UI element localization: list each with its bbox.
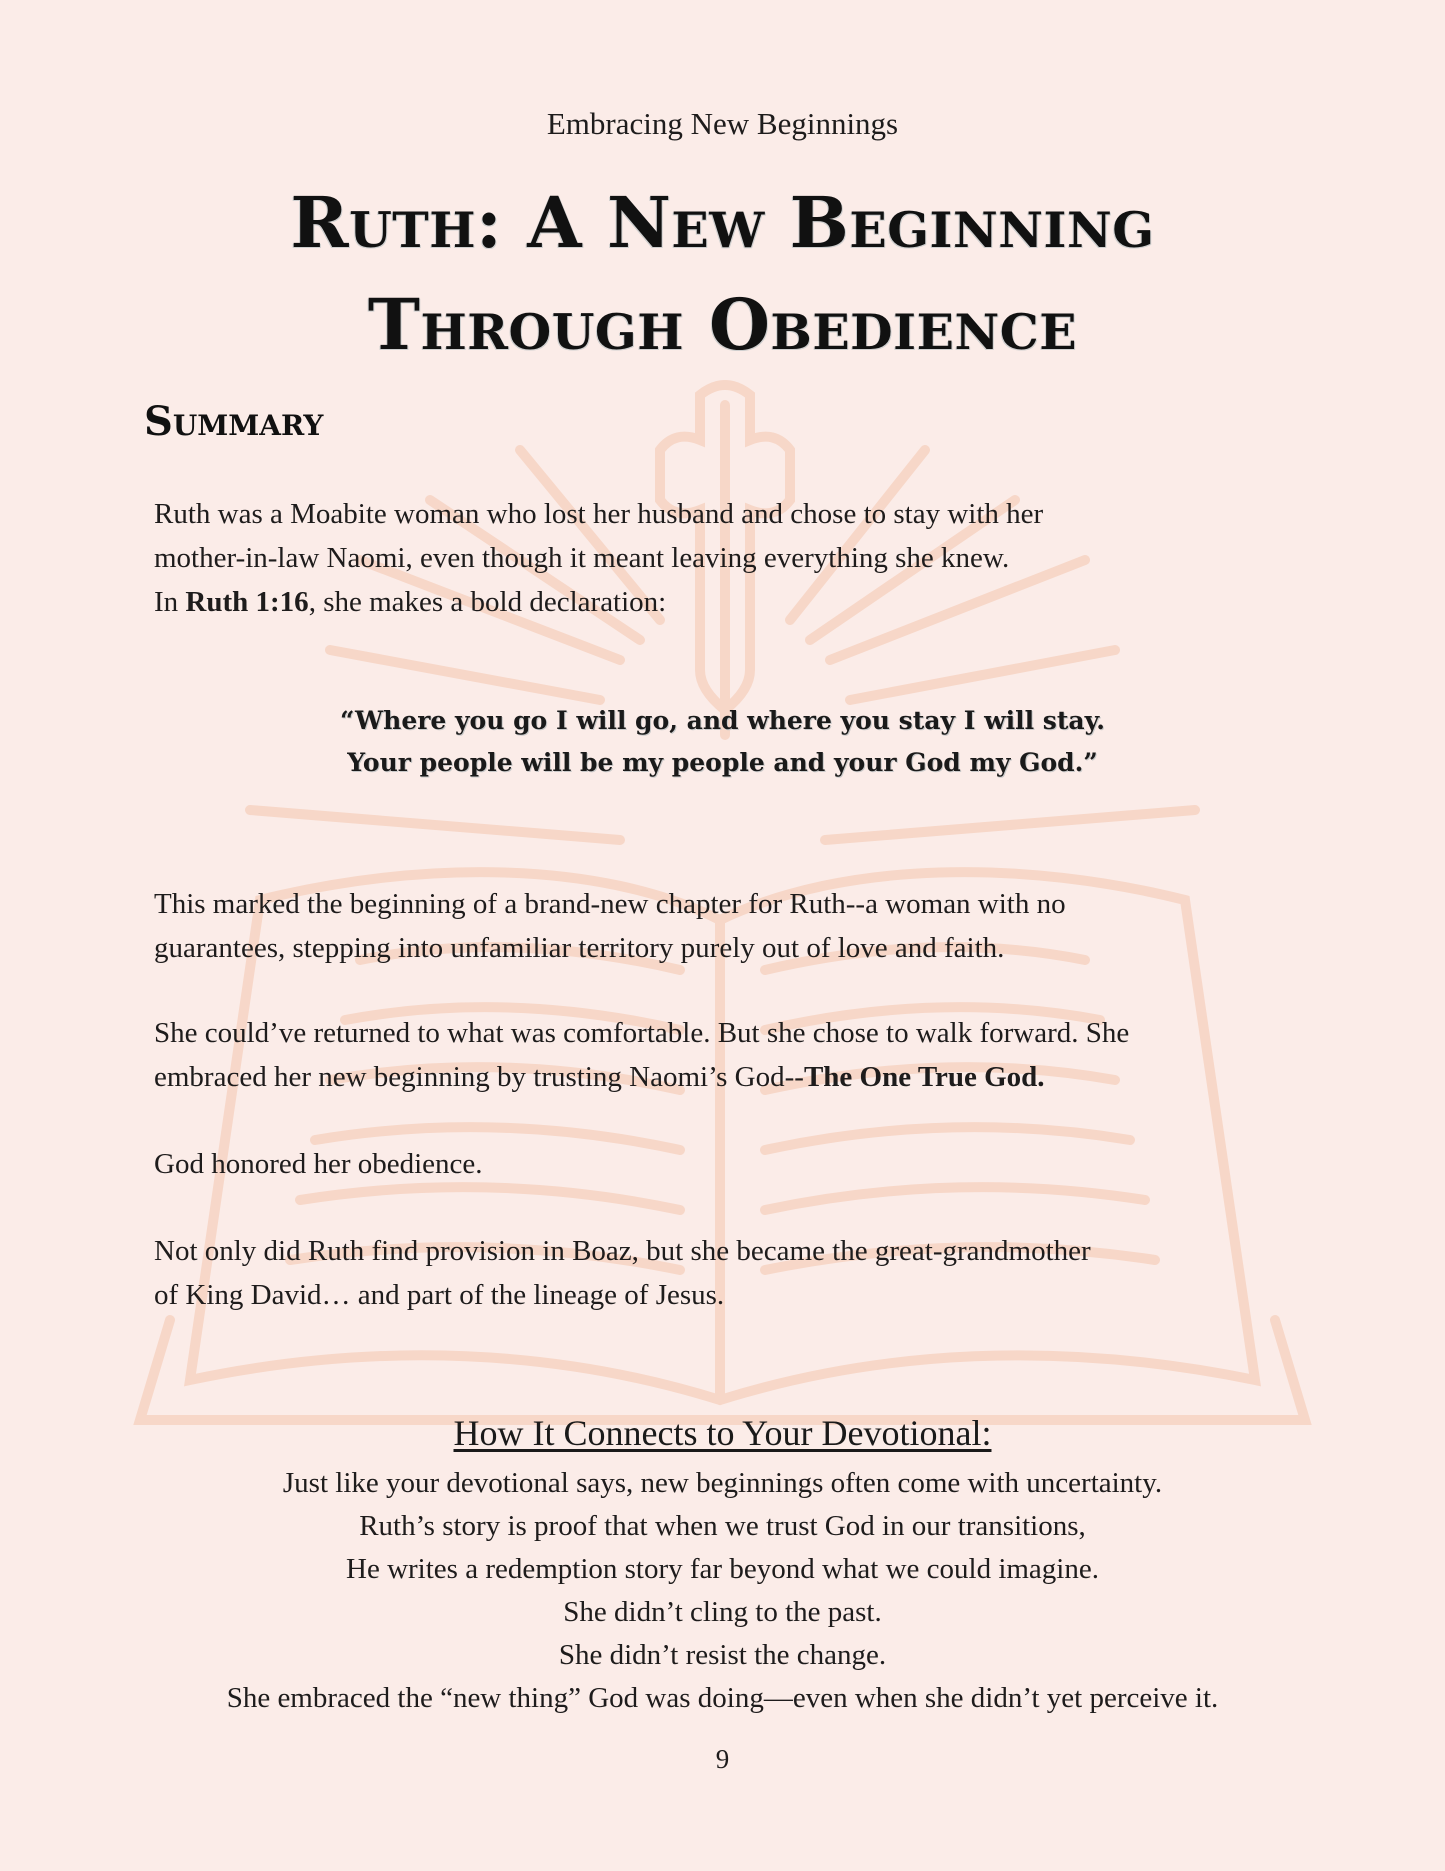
connection-heading: How It Connects to Your Devotional: (453, 1413, 992, 1453)
page-kicker: Embracing New Beginnings (546, 106, 899, 141)
summary-paragraph-4 (154, 1142, 483, 1186)
page-number: 9 (715, 1744, 730, 1774)
connection-text (0, 1462, 1445, 1720)
connection-line: Ruth’s story is proof that when we trust God in our transitions, (359, 1510, 1086, 1542)
paragraph-line: God honored her obedience. (154, 1148, 483, 1180)
quote-line-2: Your people will be my people and your God my God.” (347, 748, 1098, 777)
scripture-reference: Ruth 1:16 (185, 586, 309, 618)
paragraph-line: She could’ve returned to what was comfortable. But she chose to walk forward. She (154, 1017, 1130, 1049)
summary-paragraph-3 (154, 1011, 1129, 1099)
paragraph-line: Not only did Ruth find provision in Boaz, but she became the great-grandmother (154, 1235, 1091, 1267)
paragraph-line (154, 1055, 1129, 1099)
scripture-quote (0, 700, 1445, 784)
paragraph-line (154, 580, 1043, 624)
text-prefix: embraced her new beginning by trusting Naomi’s God-- (154, 1061, 804, 1093)
page-title (0, 172, 1445, 376)
emphasis-text: The One True God. (803, 1061, 1045, 1093)
text-suffix: , she makes a bold declaration: (308, 586, 667, 618)
title-line-1: Ruth: A New Beginning (290, 181, 1155, 264)
summary-heading: Summary (144, 398, 324, 445)
summary-paragraph-1 (154, 492, 1043, 624)
connection-line: She embraced the “new thing” God was doing—even when she didn’t yet perceive it. (226, 1682, 1219, 1714)
summary-paragraph-5 (154, 1229, 1091, 1317)
connection-line: She didn’t cling to the past. (563, 1596, 882, 1628)
connection-line: She didn’t resist the change. (558, 1639, 887, 1671)
paragraph-line: Ruth was a Moabite woman who lost her husband and chose to stay with her (154, 498, 1044, 530)
text-prefix: In (154, 586, 186, 618)
quote-line-1: “Where you go I will go, and where you stay I will stay. (339, 706, 1105, 735)
paragraph-line: mother-in-law Naomi, even though it meant leaving everything she knew. (154, 542, 1010, 574)
paragraph-line: This marked the beginning of a brand-new chapter for Ruth--a woman with no (154, 888, 1066, 920)
connection-line: Just like your devotional says, new beginnings often come with uncertainty. (282, 1467, 1163, 1499)
connection-line: He writes a redemption story far beyond what we could imagine. (346, 1553, 1099, 1585)
summary-paragraph-2 (154, 882, 1066, 970)
paragraph-line: of King David… and part of the lineage of Jesus. (154, 1279, 725, 1311)
title-line-2: Through Obedience (367, 283, 1078, 366)
paragraph-line: guarantees, stepping into unfamiliar territory purely out of love and faith. (154, 932, 1005, 964)
